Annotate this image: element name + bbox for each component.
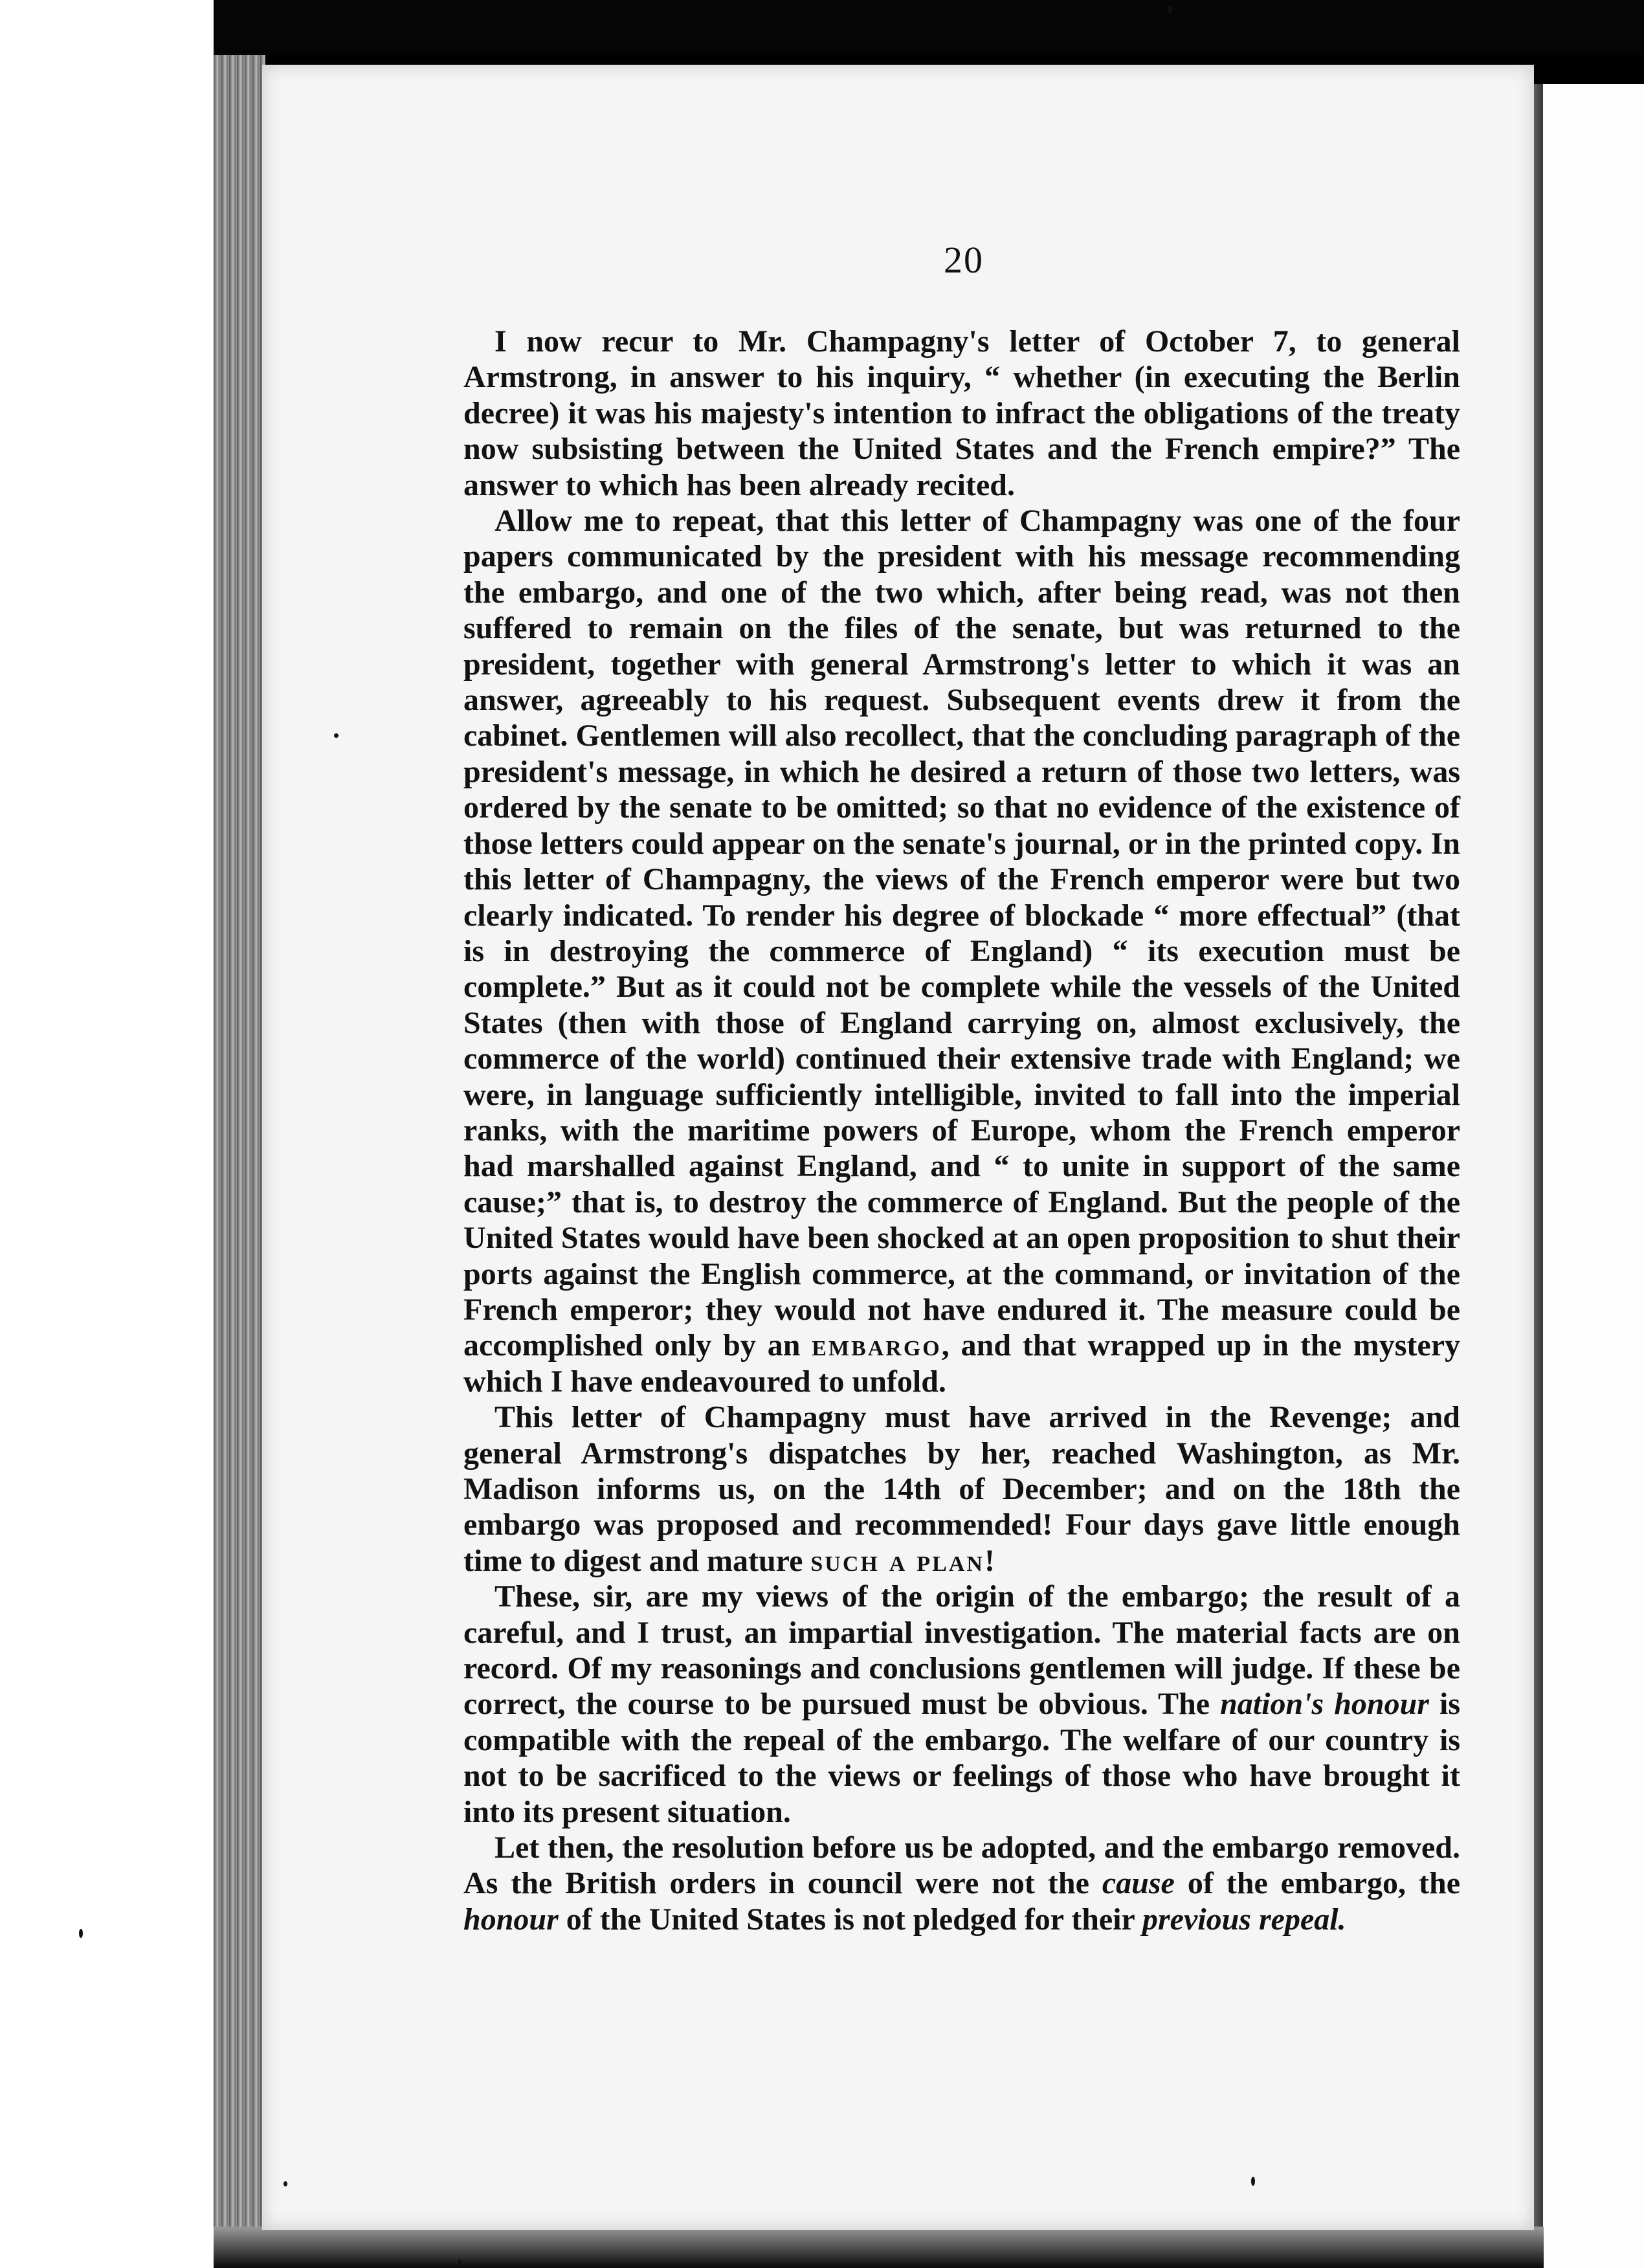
styled-text-run: such a plan <box>810 1543 984 1578</box>
scan-margin-right <box>1543 84 1644 2268</box>
scan-speck <box>1168 5 1172 14</box>
scan-dark-band <box>214 0 1644 55</box>
scan-speck <box>458 2259 461 2268</box>
page-bottom-shadow <box>214 2227 1544 2268</box>
text-run: This letter of Champagny must have arrived in the Revenge; and general Armstrong's dispatches by her, reached Washington, as Mr. Madison informs us, on the 14th of December; and on the 18th the embargo was proposed and recommended! Four days gave little enough time to digest and mature <box>463 1400 1460 1578</box>
text-run: Allow me to repeat, that this letter of Champagny was one of the four papers communicated by the president with his message recommending the embargo, and one of the two which, after being read, was not then suffered to remain on the files of the senate, but was returned to the president, together with general Armstrong's letter to which it was an answer, agreeably to his request. Subsequent events drew it from the cabinet. Gentlemen will also recollect, that the concluding paragraph of the president's message, in which he desired a return of those two letters, was ordered by the senate to be omitted; so that no evidence of the existence of those letters could appear on the senate's journal, or in the printed copy. In this letter of Champagny, the views of the French emperor were but two clearly indicated. To render his degree of blockade “ more effectual” (that is in destroying the commerce of England) “ its execution must be complete.” But as it could not be complete while the vessels of the United States (then with those of England carrying on, almost exclusively, the commerce of the world) continued their extensive trade with England; we were, in language sufficiently intelligible, invited to fall into the imperial ranks, with the maritime powers of Europe, whom the French emperor had marshalled against England, and “ to unite in support of the same cause;” that is, to destroy the commerce of England. But the people of the United States would have been shocked at an open proposition to shut their ports against the English commerce, at the command, or invitation of the French emperor; they would not have endured it. The measure could be accomplished only by an <box>463 504 1460 1363</box>
text-run: of the embargo, the <box>1174 1866 1460 1901</box>
styled-text-run: nation's honour <box>1220 1687 1429 1722</box>
text-run: ! <box>984 1543 995 1578</box>
text-run: of the United States is not pledged for their <box>558 1902 1142 1937</box>
body-text <box>463 324 1460 1937</box>
styled-text-run: embargo <box>812 1328 942 1363</box>
styled-text-run: cause <box>1102 1866 1175 1901</box>
text-run: I now recur to Mr. Champagny's letter of October 7, to general Armstrong, in answer to his inquiry, “ whether (in executing the Berlin decree) it was his majesty's intention to infract the obligations of the treaty now subsisting between the United States and the French empire?” The answer to which has been already recited. <box>463 324 1460 502</box>
scan-speck <box>334 733 339 738</box>
text-run: Let then, the resolution before us be adopted, and the embargo removed. As the British orders in council were not the <box>463 1830 1460 1901</box>
text-run: These, sir, are my views of the origin of the embargo; the result of a careful, and I trust, an impartial investigation. The material facts are on record. Of my reasonings and conclusions gentlemen will judge. If these be correct, the course to be pursued must be obvious. The <box>463 1579 1460 1722</box>
page-number: 20 <box>944 239 984 281</box>
styled-text-run: previous repeal. <box>1142 1902 1346 1937</box>
scan-speck <box>1251 2177 1255 2186</box>
text-run: , and that wrapped up in the mystery which I have endeavoured to unfold. <box>463 1328 1461 1399</box>
paragraph <box>463 503 1460 1399</box>
paragraph <box>463 1399 1460 1579</box>
text-run: is compatible with the repeal of the embargo. The welfare of our country is not to be sacrificed to the views or feelings of those who have brought it into its present situation. <box>463 1687 1461 1829</box>
scan-speck <box>79 1929 83 1938</box>
page-stack-edges <box>214 55 265 2240</box>
paragraph <box>463 324 1460 503</box>
styled-text-run: honour <box>463 1902 559 1937</box>
paragraph <box>463 1830 1460 1937</box>
scan-margin-left <box>0 0 214 2268</box>
scan-speck <box>283 2181 287 2186</box>
paragraph <box>463 1579 1460 1830</box>
